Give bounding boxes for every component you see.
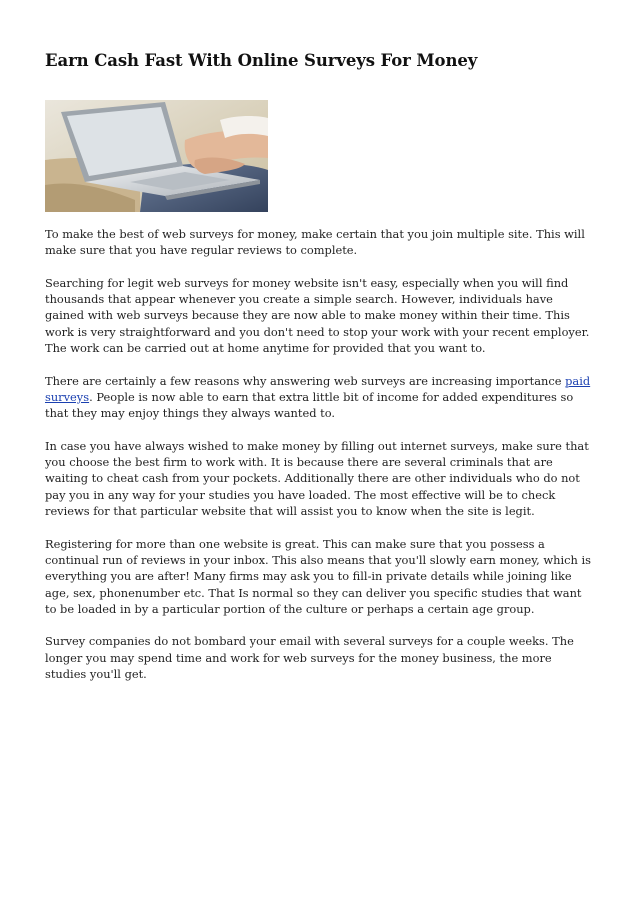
- page-title: Earn Cash Fast With Online Surveys For Money: [45, 51, 478, 70]
- paragraph-5: Registering for more than one website is great. This can make sure that you possess a continual run of reviews in your inbox. This also means that you'll slowly earn money, which is everything you are after! Many firms may ask you to fill-in private details while joining like age, sex, phonenumber etc. That Is normal so they can deliver you specific studies that want to be loaded in by a particular portion of the culture or perhaps a certain age group.: [45, 536, 591, 616]
- article-body: [45, 226, 595, 699]
- paragraph-2: Searching for legit web surveys for money website isn't easy, especially when you will find thousands that appear whenever you create a simple search. However, individuals have gained with web surveys because they are now able to make money within their time. This work is very straightforward and you don't need to stop your work with your recent employer. The work can be carried out at home anytime for provided that you want to.: [45, 275, 590, 356]
- paragraph-3-tail: . People is now able to earn that extra little bit of income for added expenditures so that they may enjoy things they always wanted to.: [45, 389, 574, 421]
- paragraph-4: In case you have always wished to make money by filling out internet surveys, make sure that you choose the best firm to work with. It is because there are several criminals that are waiting to cheat cash from your pockets. Additionally there are other individuals who do not pay you in any way for your studies you have loaded. The most effective will be to check reviews for that particular website that will assist you to know when the site is legit.: [45, 438, 589, 519]
- paragraph-6: Survey companies do not bombard your email with several surveys for a couple weeks. The longer you may spend time and work for web surveys for the money business, the more studies you'll get.: [45, 634, 574, 682]
- paragraph-1: To make the best of web surveys for money, make certain that you join multiple site. This will make sure that you have regular reviews to complete.: [45, 227, 585, 258]
- paid-surveys-link[interactable]: paid surveys: [45, 373, 591, 404]
- paragraph-3: [45, 373, 595, 422]
- laptop-photo-icon: [45, 100, 268, 212]
- paragraph-3-lead: There are certainly a few reasons why answering web surveys are increasing importance: [45, 373, 566, 388]
